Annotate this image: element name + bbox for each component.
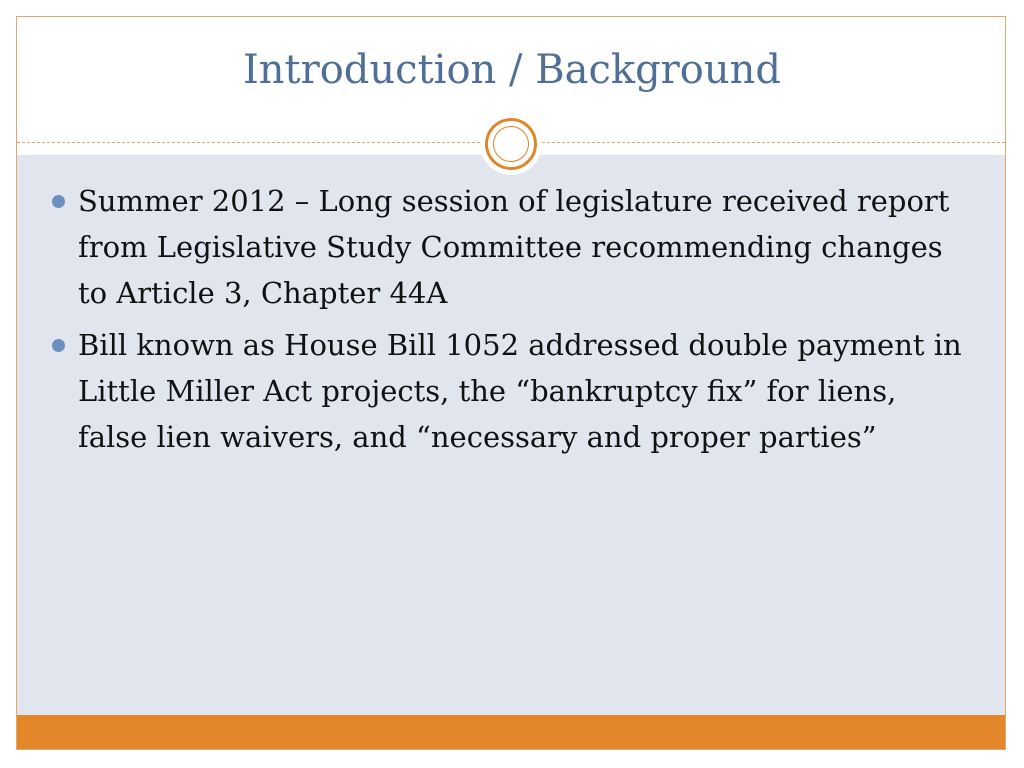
bullet-icon [52,339,65,352]
slide-title: Introduction / Background [242,47,782,93]
bullet-text: Bill known as House Bill 1052 addressed double payment in Little Miller Act projects, the “bankruptcy fix” for liens, false lien waivers, and “necessary and proper parties” [78,328,962,454]
bullet-text: Summer 2012 – Long session of legislature received report from Legislative Study Committee recommending changes to Article 3, Chapter 44A [78,184,950,310]
footer-bar [17,715,1005,749]
bullet-item [50,178,970,316]
bullet-item [50,322,970,460]
bullet-list [50,178,970,466]
circle-ornament-inner-ring [493,126,529,162]
bullet-icon [52,195,65,208]
